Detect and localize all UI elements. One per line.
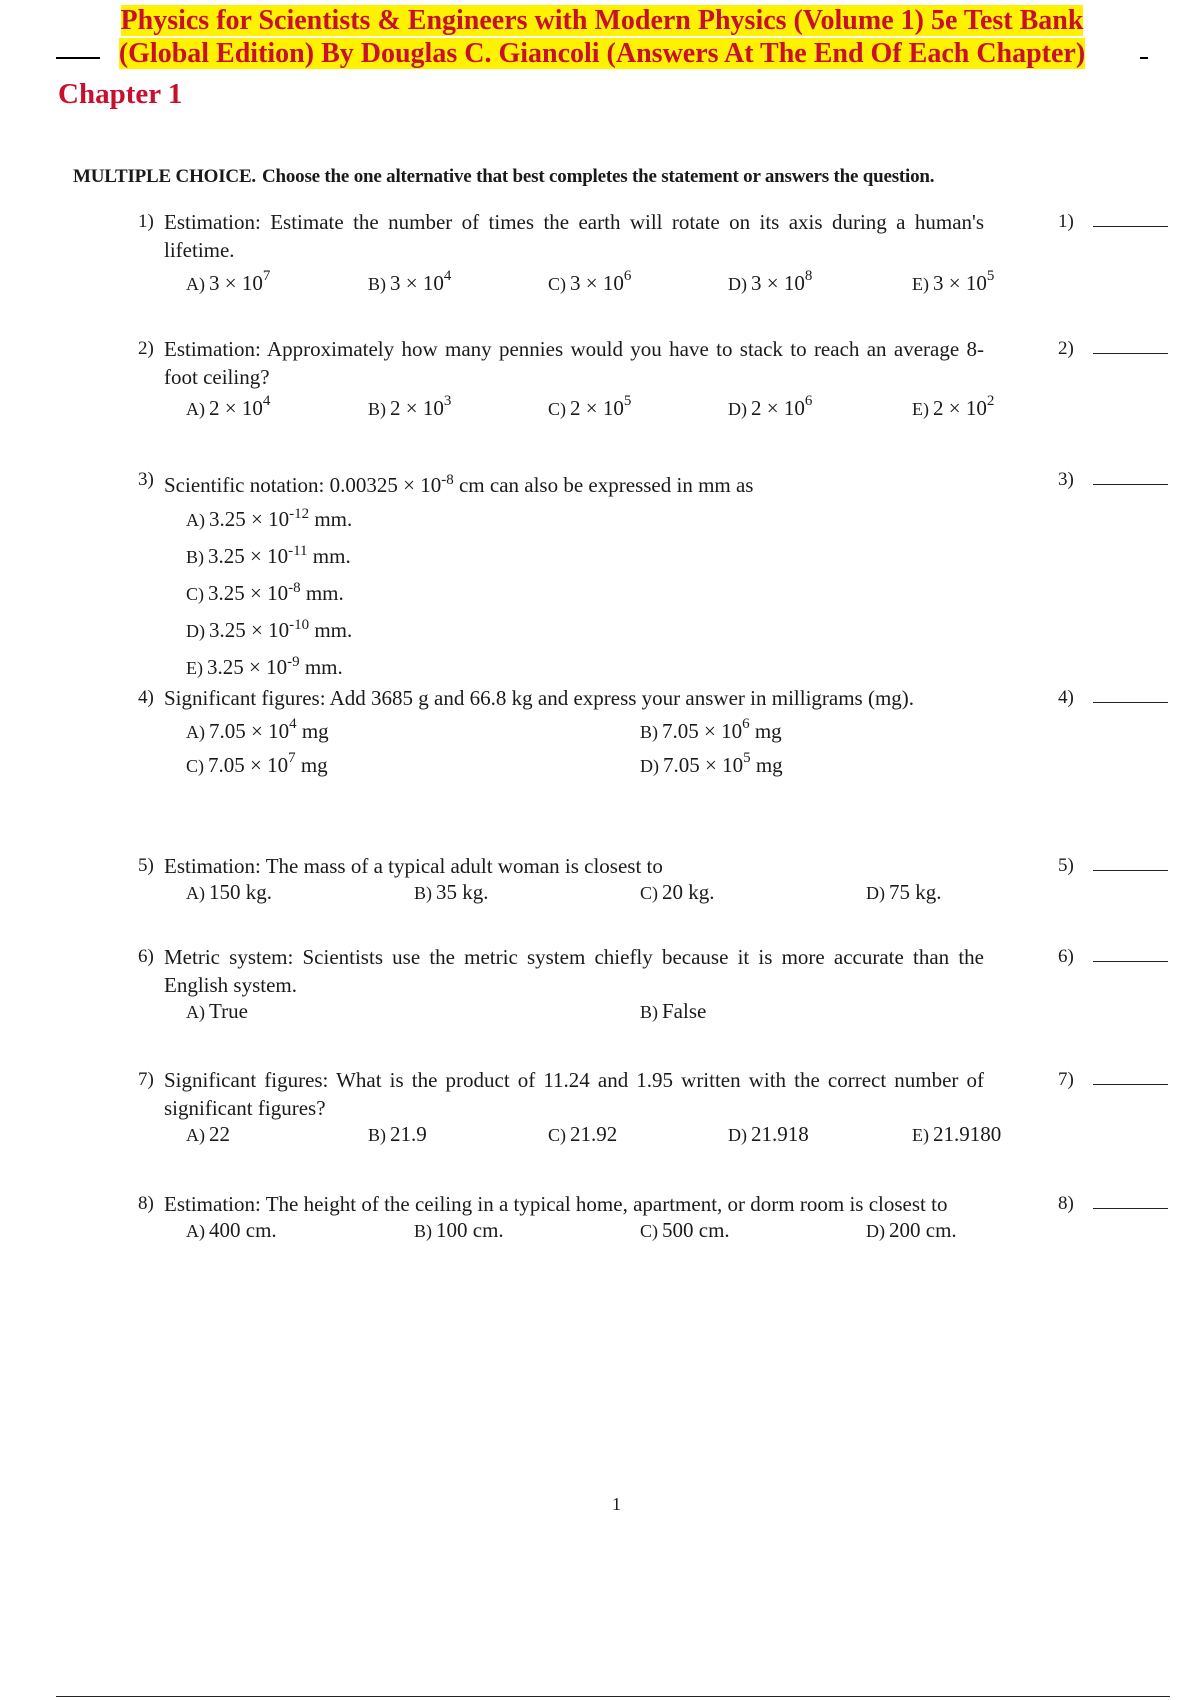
question-1 — [138, 208, 1168, 304]
question-number: 8) — [138, 1193, 154, 1214]
option-e[interactable]: E) $3 \times 10^5$ — [912, 268, 995, 295]
option-b[interactable]: B) 35 kg. — [414, 880, 489, 904]
answer-number: 1) — [1058, 211, 1074, 232]
answer-number: 8) — [1058, 1193, 1074, 1214]
question-number: 4) — [138, 687, 154, 708]
option-c[interactable]: C) 20 kg. — [640, 880, 715, 904]
title-rule-left — [56, 57, 100, 59]
answer-number: 3) — [1058, 469, 1074, 490]
question-5 — [138, 852, 1168, 914]
answer-slot — [1058, 208, 1168, 233]
answer-slot — [1058, 943, 1168, 968]
instructions-label: MULTIPLE CHOICE. — [73, 166, 256, 187]
question-text: Significant figures: Add 3685 g and 66.8 kg and express your answer in milligrams (mg). — [164, 686, 915, 710]
question-number: 1) — [138, 211, 154, 232]
document-title — [56, 4, 1148, 70]
question-4 — [138, 684, 1168, 786]
option-a[interactable]: A) $3 \times 10^7$ — [186, 268, 271, 295]
question-8 — [138, 1190, 1168, 1252]
answer-slot — [1058, 335, 1168, 360]
question-text: Estimation: The mass of a typical adult woman is closest to — [164, 854, 663, 878]
option-a[interactable]: A) $7.05 \times 10^4$ mg — [186, 716, 329, 743]
answer-slot — [1058, 1066, 1168, 1091]
option-d[interactable]: D) $3.25 \times 10^{-10}$ mm. — [186, 617, 353, 642]
option-list — [186, 499, 1168, 684]
option-c[interactable]: C) $3.25 \times 10^{-8}$ mm. — [186, 580, 344, 605]
answer-blank[interactable] — [1093, 684, 1168, 703]
question-text: Significant figures: What is the product of 11.24 and 1.95 written with the correct number of significant figures? — [164, 1068, 984, 1120]
answer-number: 6) — [1058, 946, 1074, 967]
option-b[interactable]: B) $7.05 \times 10^6$ mg — [640, 716, 782, 743]
option-d[interactable]: D) 200 cm. — [866, 1218, 957, 1242]
question-6 — [138, 943, 1168, 1033]
option-a[interactable]: A) $3.25 \times 10^{-12}$ mm. — [186, 506, 353, 531]
option-e[interactable]: E) 21.9180 — [912, 1122, 1002, 1146]
answer-number: 4) — [1058, 687, 1074, 708]
option-c[interactable]: C) 500 cm. — [640, 1218, 730, 1242]
answer-blank[interactable] — [1093, 943, 1168, 962]
title-rule-right — [1140, 57, 1148, 59]
page-number: 1 — [612, 1494, 621, 1514]
option-b[interactable]: B) False — [640, 999, 707, 1023]
answer-number: 5) — [1058, 855, 1074, 876]
option-e[interactable]: E) $2 \times 10^2$ — [912, 393, 995, 420]
option-c[interactable]: C) $3 \times 10^6$ — [548, 268, 632, 295]
option-c[interactable]: C) $2 \times 10^5$ — [548, 393, 632, 420]
answer-blank[interactable] — [1093, 466, 1168, 485]
option-d[interactable]: D) $2 \times 10^6$ — [728, 393, 813, 420]
question-2 — [138, 335, 1168, 429]
title-line-1: Physics for Scientists & Engineers with Modern Physics (Volume 1) 5e Test Bank — [120, 5, 1084, 36]
question-number: 2) — [138, 338, 154, 359]
answer-slot — [1058, 684, 1168, 709]
option-a[interactable]: A) 400 cm. — [186, 1218, 277, 1242]
answer-number: 2) — [1058, 338, 1074, 359]
option-d[interactable]: D) $3 \times 10^8$ — [728, 268, 813, 295]
question-3 — [138, 466, 1168, 684]
question-number: 7) — [138, 1069, 154, 1090]
question-text: Estimation: Approximately how many pennies would you have to stack to reach an average 8-foot ceiling? — [164, 337, 984, 389]
question-text: Metric system: Scientists use the metric system chiefly because it is more accurate than the English system. — [164, 945, 984, 997]
question-number: 5) — [138, 855, 154, 876]
option-b[interactable]: B) $2 \times 10^3$ — [368, 393, 452, 420]
answer-blank[interactable] — [1093, 1190, 1168, 1209]
answer-blank[interactable] — [1093, 852, 1168, 871]
answer-number: 7) — [1058, 1069, 1074, 1090]
instructions — [73, 166, 934, 188]
option-e[interactable]: E) $3.25 \times 10^{-9}$ mm. — [186, 654, 343, 679]
answer-blank[interactable] — [1093, 208, 1168, 227]
option-c[interactable]: C) $7.05 \times 10^7$ mg — [186, 750, 328, 777]
answer-slot — [1058, 1190, 1168, 1215]
option-a[interactable]: A) 22 — [186, 1122, 230, 1146]
answer-slot — [1058, 466, 1168, 491]
answer-blank[interactable] — [1093, 335, 1168, 354]
option-d[interactable]: D) 75 kg. — [866, 880, 942, 904]
answer-slot — [1058, 852, 1168, 877]
answer-blank[interactable] — [1093, 1066, 1168, 1085]
option-a[interactable]: A) $2 \times 10^4$ — [186, 393, 271, 420]
question-number: 6) — [138, 946, 154, 967]
option-b[interactable]: B) 21.9 — [368, 1122, 427, 1146]
question-text: Estimation: Estimate the number of times the earth will rotate on its axis during a human's lifetime. — [164, 210, 984, 262]
title-line-2: (Global Edition) By Douglas C. Giancoli (Answers At The End Of Each Chapter) — [118, 38, 1086, 69]
chapter-heading: Chapter 1 — [58, 78, 183, 110]
question-text: Estimation: The height of the ceiling in a typical home, apartment, or dorm room is closest to — [164, 1192, 948, 1216]
option-b[interactable]: B) $3 \times 10^4$ — [368, 268, 452, 295]
option-d[interactable]: D) 21.918 — [728, 1122, 809, 1146]
option-d[interactable]: D) $7.05 \times 10^5$ mg — [640, 750, 783, 777]
question-7 — [138, 1066, 1168, 1156]
instructions-text: Choose the one alternative that best completes the statement or answers the question. — [261, 166, 935, 187]
option-a[interactable]: A) True — [186, 999, 248, 1023]
question-text: Scientific notation: $0.00325 \times 10^{-8}$ cm can also be expressed in mm as — [164, 472, 754, 497]
option-a[interactable]: A) 150 kg. — [186, 880, 272, 904]
footer-rule — [56, 1696, 1170, 1697]
option-c[interactable]: C) 21.92 — [548, 1122, 618, 1146]
option-b[interactable]: B) $3.25 \times 10^{-11}$ mm. — [186, 543, 351, 568]
option-b[interactable]: B) 100 cm. — [414, 1218, 504, 1242]
question-number: 3) — [138, 469, 154, 490]
